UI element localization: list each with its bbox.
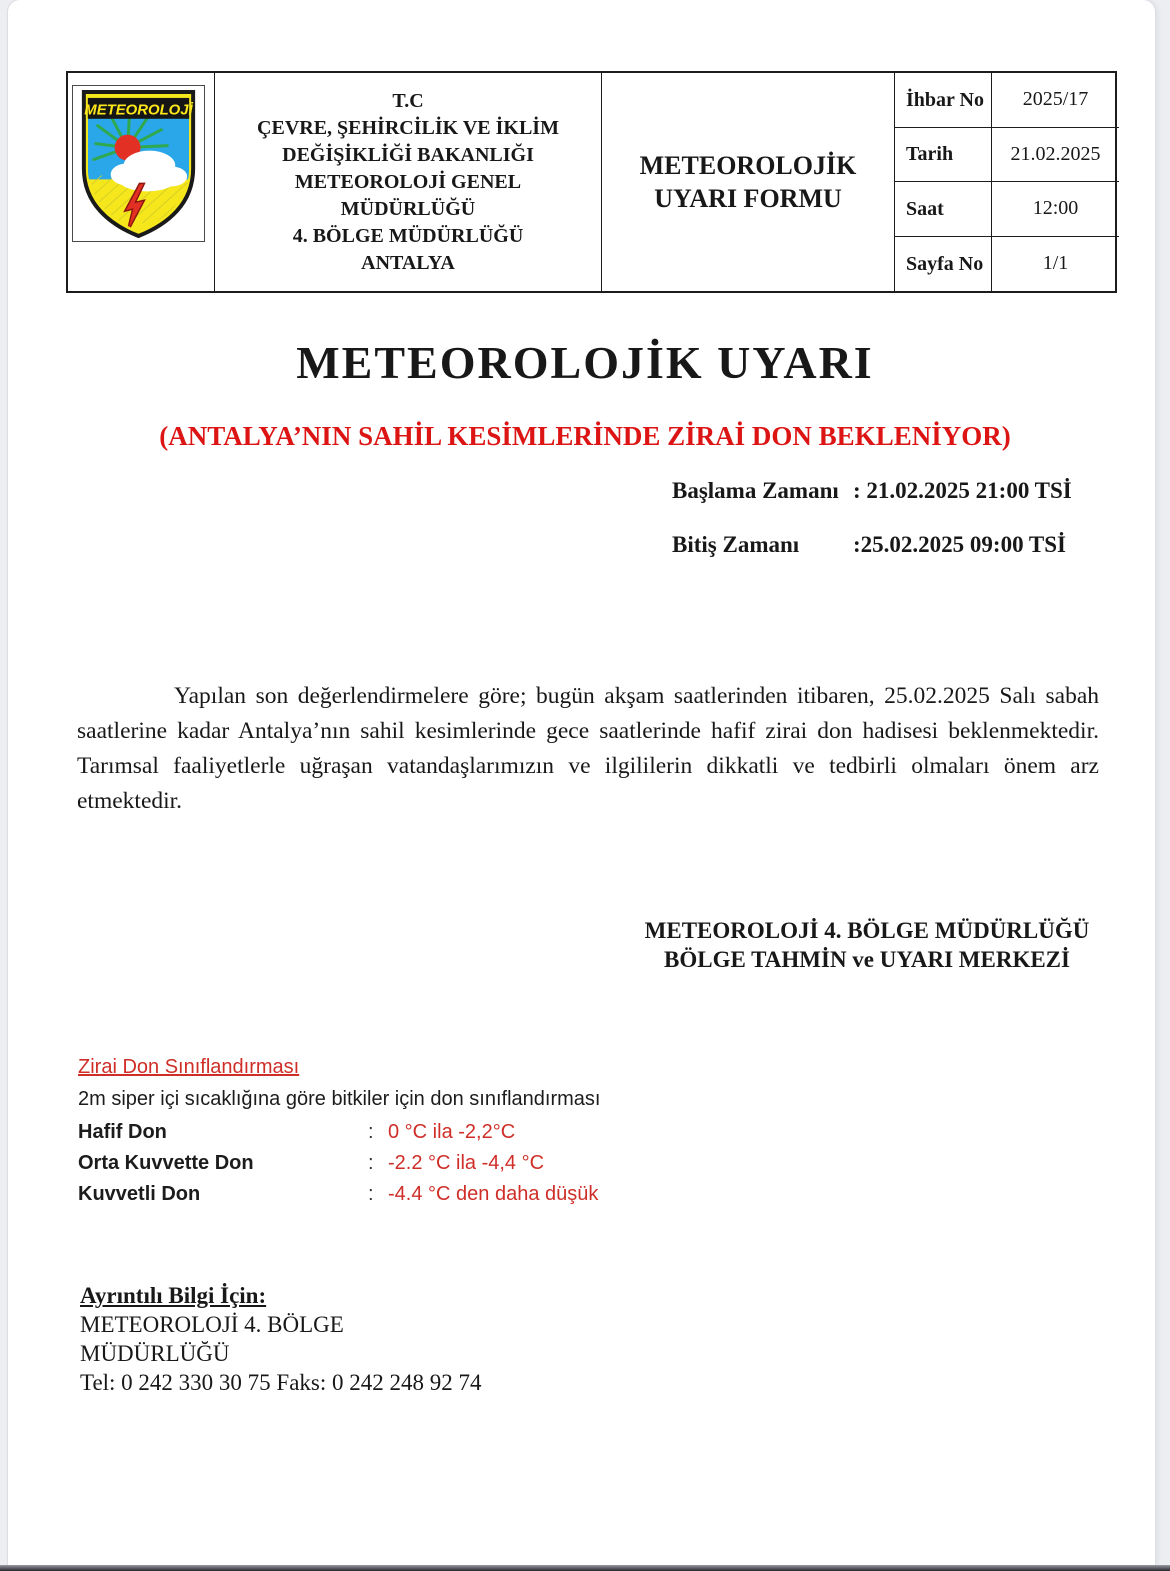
start-time-value: : 21.02.2025 21:00 TSİ [853, 478, 1072, 503]
classification-label: Orta Kuvvette Don [78, 1152, 254, 1174]
classification-row-kuvvetli-don [78, 1179, 600, 1210]
logo-cell [68, 73, 215, 291]
meta-value-sayfa-no: 1/1 [1042, 252, 1069, 275]
contact-line: METEOROLOJİ 4. BÖLGE [80, 1312, 344, 1337]
classification-value: -4.4 °C den daha düşük [388, 1183, 599, 1205]
form-title [602, 73, 895, 291]
ministry-line: DEĞİŞİKLİĞİ BAKANLIĞI [282, 143, 534, 166]
classification-heading: Zirai Don Sınıflandırması [78, 1056, 300, 1078]
classification-row-orta-kuvvette-don [78, 1148, 600, 1179]
classification-separator: : [368, 1183, 374, 1205]
meta-label-sayfa-no: Sayfa No [895, 237, 992, 292]
form-title-line2: UYARI FORMU [654, 184, 842, 213]
frost-classification-section [78, 1052, 600, 1210]
classification-label: Hafif Don [78, 1121, 167, 1143]
meta-value-saat: 12:00 [992, 182, 1119, 237]
contact-heading: Ayrıntılı Bilgi İçin: [80, 1283, 267, 1308]
ministry-line: MÜDÜRLÜĞÜ [340, 197, 476, 220]
warning-times [672, 478, 1072, 586]
page-title: METEOROLOJİK UYARI [296, 337, 874, 388]
signature-line2: BÖLGE TAHMİN ve UYARI MERKEZİ [664, 947, 1070, 972]
ministry-title-block [215, 73, 602, 291]
start-time-label: Başlama Zamanı [672, 478, 839, 503]
signature-line1: METEOROLOJİ 4. BÖLGE MÜDÜRLÜĞÜ [644, 918, 1090, 943]
contact-info-block [80, 1281, 482, 1397]
meta-label-ihbar-no: İhbar No [895, 73, 992, 128]
ministry-line: METEOROLOJİ GENEL [294, 170, 522, 193]
screen-bottom-edge [0, 1565, 1170, 1571]
form-title-line1: METEOROLOJİK [639, 151, 857, 180]
classification-separator: : [368, 1121, 374, 1143]
end-time-label: Bitiş Zamanı [672, 532, 800, 557]
signature-block [632, 916, 1102, 974]
classification-separator: : [368, 1152, 374, 1174]
logo-band-label: METEOROLOJİ [84, 102, 193, 119]
start-time-row [672, 478, 1072, 504]
meteoroloji-logo [72, 85, 205, 242]
meteoroloji-shield-icon [75, 88, 202, 239]
meta-label-tarih: Tarih [895, 128, 992, 183]
classification-value: -2.2 °C ila -4,4 °C [388, 1152, 545, 1174]
contact-line: MÜDÜRLÜĞÜ [80, 1341, 230, 1366]
meta-value-tarih: 21.02.2025 [992, 128, 1119, 183]
ministry-line: ANTALYA [361, 251, 455, 274]
contact-phone-line: Tel: 0 242 330 30 75 Faks: 0 242 248 92 74 [80, 1370, 482, 1395]
classification-row-hafif-don [78, 1117, 600, 1148]
meta-value-ihbar-no: 2025/17 [992, 73, 1119, 128]
meta-label-saat: Saat [895, 182, 992, 237]
ministry-line: T.C [392, 89, 424, 112]
ministry-line: 4. BÖLGE MÜDÜRLÜĞÜ [292, 224, 524, 247]
classification-label: Kuvvetli Don [78, 1183, 201, 1205]
warning-body-paragraph: Yapılan son değerlendirmelere göre; bugün akşam saatlerinden itibaren, 25.02.2025 Salı sabah saatlerine kadar Antalya’nın sahil kesimlerinde gece saatlerinde hafif zirai don hadisesi beklenmektedir. Tarımsal faaliyetlerle uğraşan vatandaşlarımızın ve ilgililerin dikkatli ve tedbirli olmaları önem arz etmektedir. [77, 682, 1099, 814]
ministry-line: ÇEVRE, ŞEHİRCİLİK VE İKLİM [257, 116, 559, 139]
end-time-row [672, 532, 1072, 558]
warning-subtitle: (ANTALYA’NIN SAHİL KESİMLERİNDE ZİRAİ DON BEKLENİYOR) [159, 421, 1011, 451]
classification-value: 0 °C ila -2,2°C [388, 1121, 516, 1143]
header-table [66, 71, 1117, 293]
end-time-value: :25.02.2025 09:00 TSİ [853, 532, 1066, 557]
classification-description: 2m siper içi sıcaklığına göre bitkiler için don sınıflandırması [78, 1088, 601, 1110]
